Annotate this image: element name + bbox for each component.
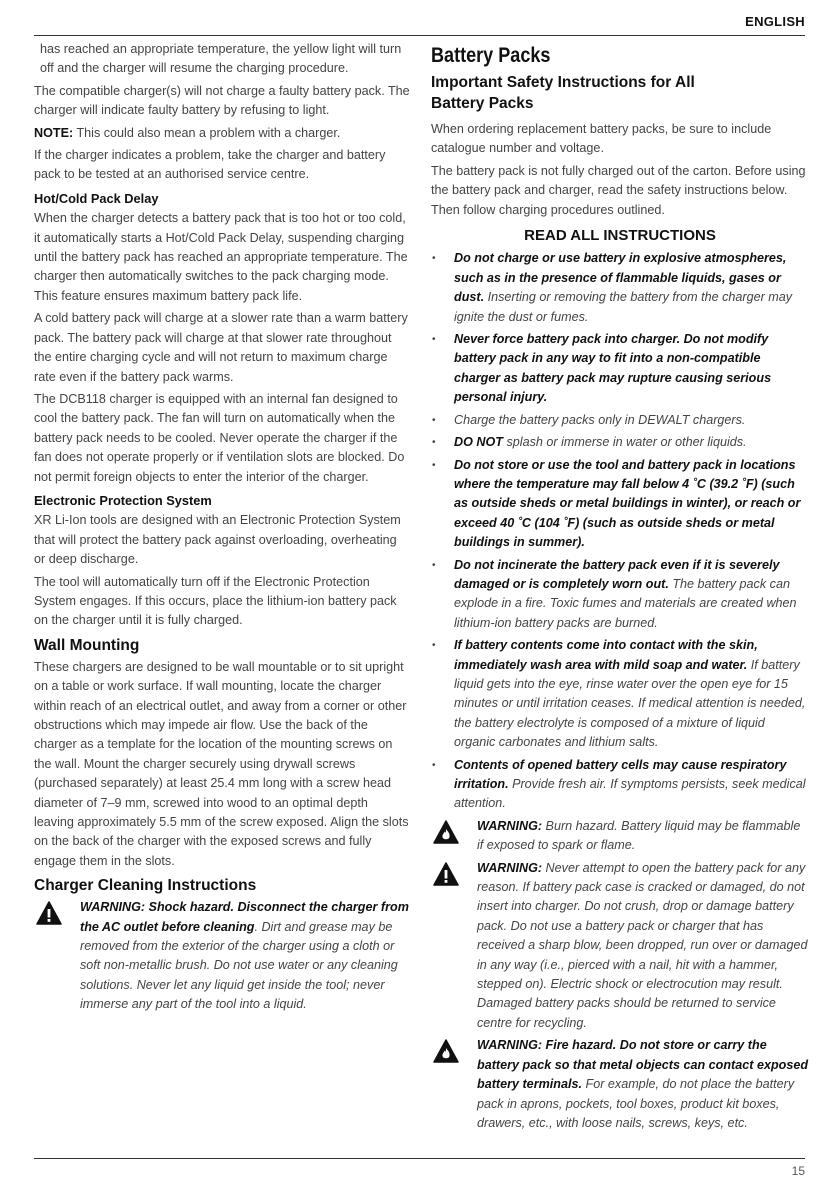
read-all-instructions: READ ALL INSTRUCTIONS xyxy=(524,227,716,245)
warning-text: Burn hazard. Battery liquid may be flammable if exposed to spark or flame. xyxy=(477,818,801,853)
hotcold-paragraph-2: A cold battery pack will charge at a slower rate than a warm battery pack. The battery pack will charge at that slower rate throughout the entire charging cycle and will not return to maximum charge rate even if the battery pack warms. xyxy=(34,311,408,384)
warning-bold: WARNING: Fire hazard. Do not store or carry the battery pack so that metal objects can contact exposed battery terminals. xyxy=(477,1038,809,1092)
footer-rule xyxy=(34,1158,805,1159)
eps-heading: Electronic Protection System xyxy=(34,492,212,508)
note-text: This could also mean a problem with a charger. xyxy=(73,125,341,140)
header-rule xyxy=(34,35,805,36)
bullet-bold: Contents of opened battery cells may cause respiratory irritation. xyxy=(454,757,787,791)
fire-warning-icon xyxy=(433,1039,459,1063)
cleaning-heading: Charger Cleaning Instructions xyxy=(34,877,257,895)
note-label: NOTE: xyxy=(34,125,74,140)
safety-heading-line-1: Important Safety Instructions for All xyxy=(431,74,695,91)
exclamation-warning-icon xyxy=(36,901,62,925)
list-item xyxy=(431,330,809,408)
bullet-bold: Do not incinerate the battery pack even if it is severely damaged or is completely worn out. xyxy=(454,557,780,591)
paragraph-faulty: The compatible charger(s) will not charge a faulty battery pack. The charger will indicate faulty battery by refusing to light. xyxy=(34,83,410,118)
list-item xyxy=(431,636,809,752)
bullet-text: splash or immerse in water or other liquids. xyxy=(502,435,747,450)
left-column xyxy=(34,40,410,1018)
safety-heading-line-2: Battery Packs xyxy=(431,95,534,112)
list-item xyxy=(431,411,809,430)
bullet-bold: Do not store or use the tool and battery pack in locations where the temperature may fall below 4 ˚C (39.2 ˚F) (such as outside sheds or metal buildings in winter), or reach or exceed 40 ˚C (104 ˚F) (such as outside sheds or metal buildings in summer). xyxy=(454,457,801,550)
warning-text: For example, do not place the battery pack in aprons, pockets, tool boxes, product kit boxes, drawers, etc., with loose nails, screws, keys, etc. xyxy=(477,1077,795,1130)
note-paragraph xyxy=(34,124,410,143)
list-item xyxy=(431,433,809,452)
cleaning-warning xyxy=(34,898,410,1014)
paragraph-service: If the charger indicates a problem, take the charger and battery pack to be tested at an authorised service centre. xyxy=(34,148,386,182)
burn-hazard-warning xyxy=(431,817,809,856)
page-number: 15 xyxy=(791,1164,805,1178)
battery-packs-title: Battery Packs xyxy=(431,44,551,67)
warning-text: Never attempt to open the battery pack for any reason. If battery pack case is cracked or damaged, do not insert into charger. Do not crush, drop or damage battery pack. Do not use a battery pack or charger that has received a sharp blow, been dropped, run over or damaged in any way (i.e., pierced with a nail, hit with a hammer, stepped on). Electric shock or electrocution may result. Damaged battery packs should be returned to service centre for recycling. xyxy=(477,860,808,1030)
paragraph-not-charged: The battery pack is not fully charged out of the carton. Before using the battery pack and charger, read the safety instructions below. Then follow charging procedures outlined. xyxy=(431,163,806,217)
bullet-text: If battery liquid gets into the eye, rinse water over the open eye for 15 minutes or until irritation ceases. If medical attention is needed, the battery electrolyte is composed of a mixture of liquid organic carbonates and lithium salts. xyxy=(454,657,806,750)
bullet-bold: DO NOT xyxy=(454,435,503,450)
hotcold-paragraph-1: When the charger detects a battery pack that is too hot or too cold, it automatically starts a Hot/Cold Pack Delay, suspending charging until the battery pack has reached an appropriate temperature. The charger then automatically switches to the pack charging mode. This feature ensures maximum battery pack life. xyxy=(34,211,408,303)
bullet-text: Inserting or removing the battery from the charger may ignite the dust or fumes. xyxy=(454,290,793,324)
wall-mounting-heading: Wall Mounting xyxy=(34,636,140,654)
fire-warning-icon xyxy=(433,820,459,844)
fire-hazard-warning xyxy=(431,1036,809,1133)
list-item xyxy=(431,456,809,553)
bullet-bold: Never force battery pack into charger. Do not modify battery pack in any way to fit into a non-compatible charger as battery pack may rupture causing serious personal injury. xyxy=(454,332,772,405)
hotcold-paragraph-3: The DCB118 charger is equipped with an internal fan designed to cool the battery pack. The fan will turn on automatically when the battery pack needs to be cooled. Never operate the charger if the fan does not operate properly or if ventilation slots are blocked. Do not permit foreign objects to enter the interior of the charger. xyxy=(34,391,405,484)
hotcold-heading: Hot/Cold Pack Delay xyxy=(34,190,159,206)
eps-paragraph-2: The tool will automatically turn off if the Electronic Protection System engages. If this occurs, place the lithium-ion battery pack on the charger until it is fully charged. xyxy=(34,574,397,628)
bullet-text: Charge the battery packs only in DEWALT chargers. xyxy=(454,412,746,427)
wall-mounting-paragraph: These chargers are designed to be wall mountable or to sit upright on a table or work surface. If wall mounting, locate the charger within reach of an electrical outlet, and away from a corner or other obstructions which may impede air flow. Use the back of the charger as a template for the location of the mounting screws on the wall. Mount the charger securely using drywall screws (purchased separately) at least 25.4 mm long with a screw head diameter of 7–9 mm, screwed into wood to an optimal depth leaving approximately 5.5 mm of the screw exposed. Align the slots on the back of the charger with the exposed screws and fully engage them in the slots. xyxy=(34,659,409,868)
warning-bold: WARNING: xyxy=(477,860,543,875)
right-column xyxy=(431,40,809,1136)
warning-bold: WARNING: xyxy=(477,818,543,833)
cleaning-warning-text: . Dirt and grease may be removed from the exterior of the charger using a cloth or soft non-metallic brush. Do not use water or any cleaning solutions. Never let any liquid get inside the tool; never immerse any part of the tool into a liquid. xyxy=(80,919,398,1012)
bullet-text: Provide fresh air. If symptoms persists, seek medical attention. xyxy=(454,777,806,811)
safety-bullet-list xyxy=(431,249,809,813)
paragraph-continue: has reached an appropriate temperature, the yellow light will turn off and the charger will resume the charging procedure. xyxy=(40,42,402,76)
bullet-bold: If battery contents come into contact with the skin, immediately wash area with mild soap and water. xyxy=(454,638,758,672)
bullet-text: The battery pack can explode in a fire. Toxic fumes and materials are created when lithium-ion battery packs are burned. xyxy=(454,576,797,630)
bullet-bold: Do not charge or use battery in explosive atmospheres, such as in the presence of flammable liquids, gases or dust. xyxy=(454,251,787,305)
open-pack-warning xyxy=(431,859,809,1034)
header-language: ENGLISH xyxy=(745,14,805,29)
list-item xyxy=(431,249,809,327)
list-item xyxy=(431,756,809,814)
eps-paragraph-1: XR Li-Ion tools are designed with an Electronic Protection System that will protect the battery pack against overloading, overheating or deep discharge. xyxy=(34,513,401,567)
safety-heading xyxy=(431,72,809,114)
cleaning-warning-bold: WARNING: Shock hazard. Disconnect the charger from the AC outlet before cleaning xyxy=(80,900,409,934)
paragraph-ordering: When ordering replacement battery packs, be sure to include catalogue number and voltage. xyxy=(431,122,772,156)
list-item xyxy=(431,556,809,634)
exclamation-warning-icon xyxy=(433,862,459,886)
